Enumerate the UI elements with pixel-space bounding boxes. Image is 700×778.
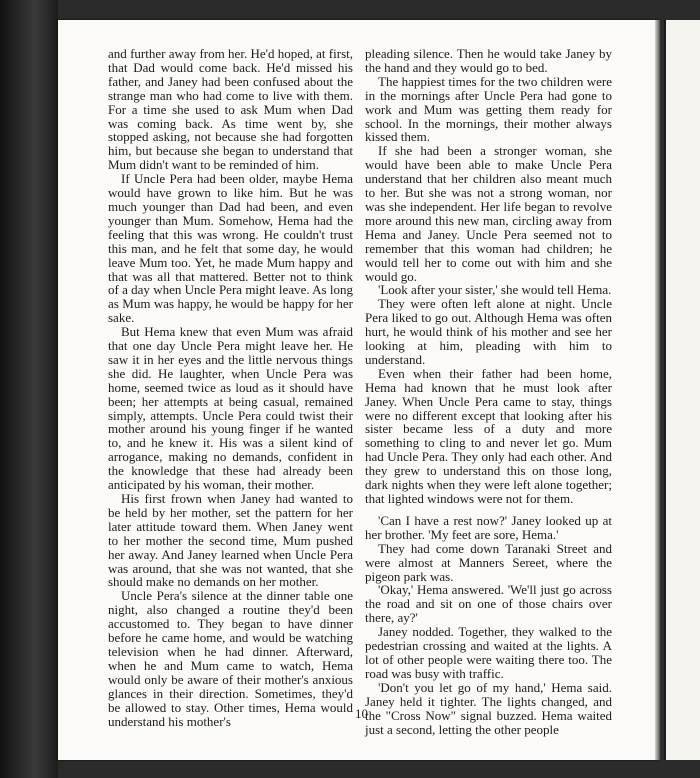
left-text-column [108,47,353,728]
paragraph: and further away from her. He'd hoped, at first, that Dad would come back. He'd missed his father, and Janey had been confused about the strange man who had come to live with them. For a time she used to ask Mum when Dad was coming back. As time went by, she stopped asking, not because she had forgotten him, but because she began to understand that Mum didn't want to be reminded of him. [108,46,353,173]
paragraph: The happiest times for the two children were in the mornings after Uncle Pera had gone to work and Mum was getting them ready for school. In the mornings, their mother always kissed them. [365,73,612,145]
paragraph: But Hema knew that even Mum was afraid that one day Uncle Pera might leave her. He saw it in her eyes and the little nervous things she did. He laughter, when Uncle Pera was home, seemed twice as loud as it should have been; her attempts at being casual, remained simply, attempts. Uncle Pera could twist their mother around his young finger if he wanted to, and he knew it. His was a silent kind of arrogance, making no demands, confident in the knowledge that these had already been anticipated by his woman, their mother. [108,324,353,493]
paragraph: 'Don't you let go of my hand,' Hema said. Janey held it tighter. The lights changed, and the "Cross Now" signal buzzed. Hema waited just a second, letting the other people [365,679,612,737]
paragraph: They were often left alone at night. Uncle Pera liked to go out. Although Hema was often hurt, he would think of his mother and see her looking at him, pleading with him to understand. [365,296,612,367]
paragraph: Even when their father had been home, Hema had known that he must look after Janey. When Uncle Pera came to stay, things were no different except that looking after his sister became less of a duty and more something to cling to and never let go. Mum had Uncle Pera. They only had each other. And they grew to understand this on those long, dark nights when they were left alone together; that lighted windows were not for them. [365,365,612,506]
paragraph: Janey nodded. Together, they walked to the pedestrian crossing and waited at the lights. A lot of other people were waiting there too. The road was busy with traffic. [365,624,612,681]
paragraph: If Uncle Pera had been older, maybe Hema would have grown to like him. But he was much younger than Dad had been, and even younger than Mum. Somehow, Hema had the feeling that this was wrong. He couldn't trust this man, and he felt that some day, he would leave Mum too. Yet, he made Mum happy and that was all that mattered. Better not to think of a day when Uncle Pera might leave. As long as Mum was happy, he would be happy for her sake. [108,171,353,326]
book-gutter [655,20,661,760]
paragraph: 'Okay,' Hema answered. 'We'll just go across the road and sit on one of those chairs over there, ay?' [365,582,612,626]
paragraph: They had come down Taranaki Street and were almost at Manners Sereet, where the pigeon park was. [365,540,612,584]
paragraph: pleading silence. Then he would take Janey by the hand and they would go to bed. [365,46,612,75]
paragraph: 'Look after your sister,' she would tell Hema. [378,282,612,298]
paragraph: If she had been a stronger woman, she would have been able to make Uncle Pera understand that her children also meant much to her. But she was not a strong woman, nor was she independent. Her life began to revolve more around this new man, circling away from Hema and Janey. Uncle Pera seemed not to remember that this woman had children; he would tell her to come out with him and she would go. [365,143,612,284]
scan-background [0,0,58,778]
paragraph: His first frown when Janey had wanted to be held by her mother, set the pattern for her later attitude toward them. When Janey went to her mother the second time, Mum pushed her away. And Janey learned when Uncle Pera was around, that she was not wanted, that she should make no demands on her mother. [108,491,353,590]
right-text-column [365,47,612,736]
paragraph: 'Can I have a rest now?' Janey looked up at her brother. 'My feet are sore, Hema.' [365,512,612,542]
facing-page-edge [664,20,700,760]
paragraph: Uncle Pera's silence at the dinner table one night, also changed a routine they'd been accustomed to. They began to have dinner before he came home, and would be watching television when he had dinner. Afterward, when he and Mum came to watch, Hema would only be aware of their mother's anxious glances in their direction. Sometimes, they'd be allowed to stay. Other times, Hema would understand his mother's [108,588,353,729]
page-number: 10 [355,706,368,721]
